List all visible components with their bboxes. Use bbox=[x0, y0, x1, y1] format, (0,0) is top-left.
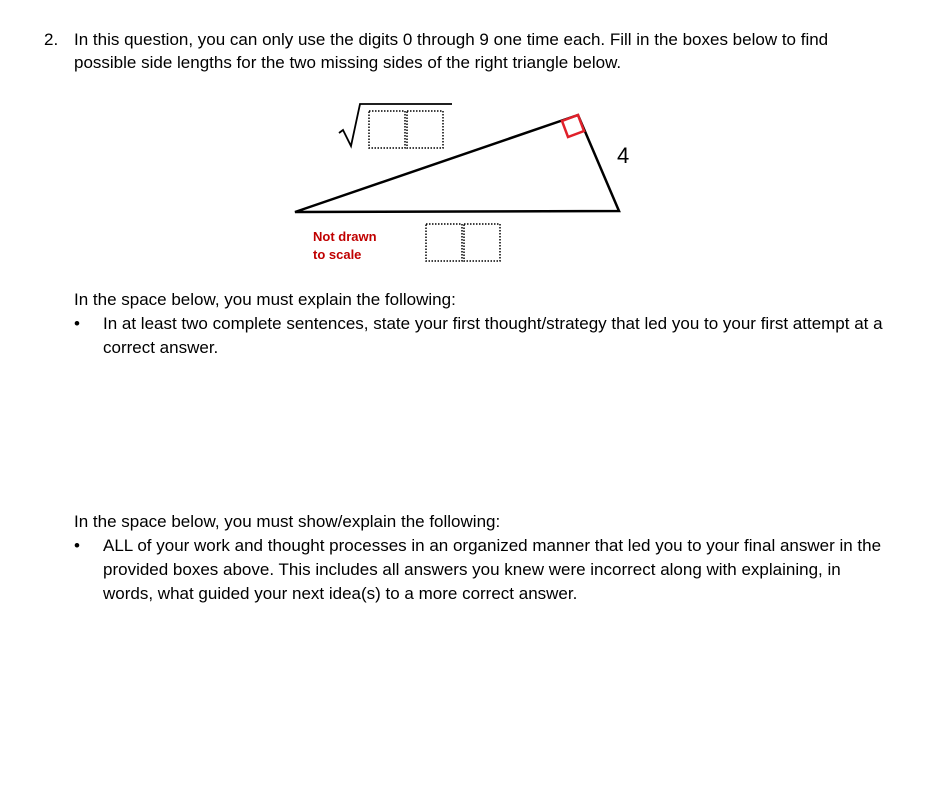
note-line-2: to scale bbox=[313, 247, 362, 262]
question-text: In this question, you can only use the digits 0 through 9 one time each. Fill in the boxes below to find possible side lengths for the two missing sides of the right triangle below. bbox=[74, 30, 829, 72]
section-2-bullet-text: ALL of your work and thought processes in an organized manner that led you to your final answer in the provided boxes above. This includes all answers you knew were incorrect along with explaining, in words, what guided your next idea(s) to a more correct answer. bbox=[103, 536, 882, 603]
list-item bbox=[74, 312, 894, 360]
leg-length-label: 4 bbox=[617, 143, 630, 168]
section-1-bullet-list bbox=[74, 312, 894, 360]
section-1-bullet-text: In at least two complete sentences, state your first thought/strategy that led you to your first attempt at a correct answer. bbox=[103, 314, 883, 357]
explanation-section-2 bbox=[74, 510, 894, 606]
bullet-icon: • bbox=[74, 536, 80, 555]
question-number: 2. bbox=[44, 30, 59, 49]
hypotenuse-digit-box-2[interactable] bbox=[407, 111, 443, 148]
hypotenuse-digit-box-1[interactable] bbox=[369, 111, 405, 148]
bullet-icon: • bbox=[74, 314, 80, 333]
note-line-1: Not drawn bbox=[313, 229, 377, 244]
not-to-scale-note bbox=[313, 228, 377, 264]
base-digit-box-1[interactable] bbox=[426, 224, 462, 261]
section-2-intro: In the space below, you must show/explain the following: bbox=[74, 512, 501, 531]
base-digit-box-2[interactable] bbox=[464, 224, 500, 261]
section-2-bullet-list bbox=[74, 534, 894, 606]
section-1-intro: In the space below, you must explain the following: bbox=[74, 290, 456, 309]
explanation-section-1 bbox=[74, 288, 894, 360]
list-item bbox=[74, 534, 894, 606]
